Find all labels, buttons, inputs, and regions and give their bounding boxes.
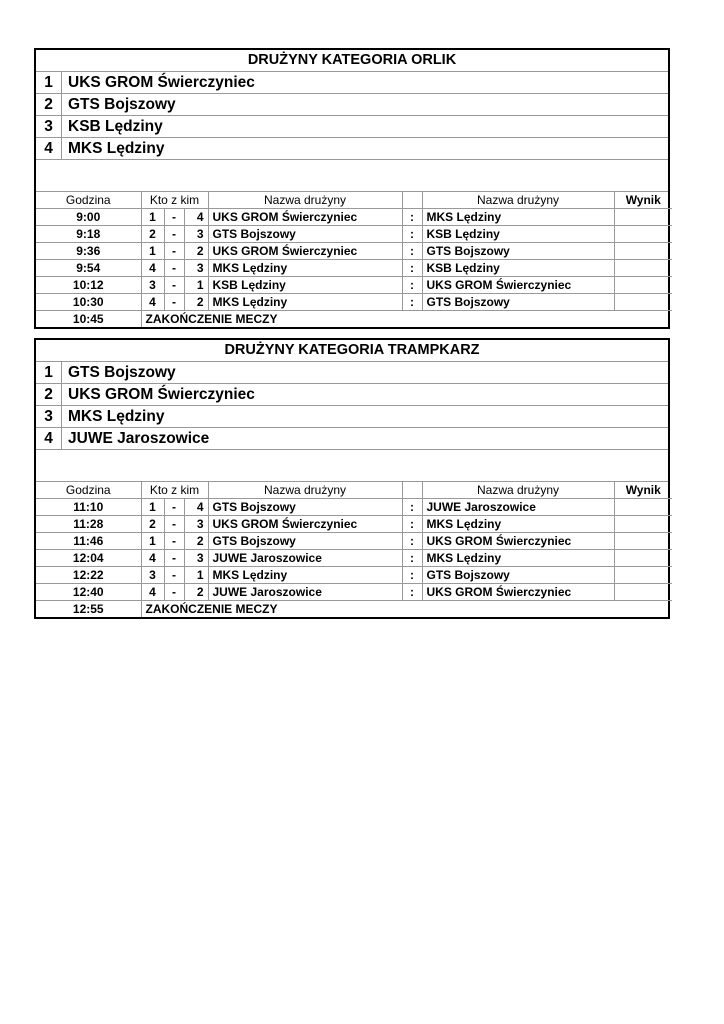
match-result [614, 499, 672, 516]
match-result [614, 226, 672, 243]
table-row [36, 226, 672, 243]
match-team-a: 1 [141, 243, 164, 260]
match-dash: - [164, 260, 184, 277]
match-team2-name: MKS Lędziny [422, 209, 614, 226]
match-team-b: 3 [184, 516, 208, 533]
team-number: 2 [36, 94, 62, 115]
team-list-item [36, 406, 668, 428]
team-number: 2 [36, 384, 62, 405]
header-team1: Nazwa drużyny [208, 192, 402, 209]
header-team2: Nazwa drużyny [422, 482, 614, 499]
match-time: 12:40 [36, 584, 141, 601]
match-team-a: 2 [141, 516, 164, 533]
match-separator: : [402, 516, 422, 533]
match-dash: - [164, 294, 184, 311]
match-dash: - [164, 516, 184, 533]
match-result [614, 243, 672, 260]
match-team2-name: UKS GROM Świerczyniec [422, 277, 614, 294]
match-time: 11:10 [36, 499, 141, 516]
match-team2-name: GTS Bojszowy [422, 294, 614, 311]
match-time: 12:04 [36, 550, 141, 567]
match-team-a: 4 [141, 584, 164, 601]
end-text: ZAKOŃCZENIE MECZY [141, 601, 672, 618]
table-row [36, 243, 672, 260]
match-team-a: 4 [141, 550, 164, 567]
match-team1-name: JUWE Jaroszowice [208, 584, 402, 601]
match-team2-name: GTS Bojszowy [422, 243, 614, 260]
table-row [36, 584, 672, 601]
match-team-b: 4 [184, 499, 208, 516]
match-result [614, 516, 672, 533]
match-team1-name: MKS Lędziny [208, 260, 402, 277]
match-team2-name: MKS Lędziny [422, 516, 614, 533]
match-team2-name: MKS Lędziny [422, 550, 614, 567]
team-number: 3 [36, 406, 62, 427]
end-text: ZAKOŃCZENIE MECZY [141, 311, 672, 328]
match-separator: : [402, 294, 422, 311]
table-row [36, 550, 672, 567]
match-separator: : [402, 550, 422, 567]
match-separator: : [402, 499, 422, 516]
match-dash: - [164, 584, 184, 601]
match-team-b: 2 [184, 584, 208, 601]
match-team2-name: KSB Lędziny [422, 260, 614, 277]
match-time: 9:36 [36, 243, 141, 260]
header-result: Wynik [614, 482, 672, 499]
table-row [36, 260, 672, 277]
table-row [36, 516, 672, 533]
team-number: 4 [36, 138, 62, 159]
match-result [614, 567, 672, 584]
header-who: Kto z kim [141, 482, 208, 499]
match-time: 9:18 [36, 226, 141, 243]
match-separator: : [402, 209, 422, 226]
end-time: 12:55 [36, 601, 141, 618]
match-time: 11:28 [36, 516, 141, 533]
match-result [614, 260, 672, 277]
match-team-a: 4 [141, 294, 164, 311]
team-name: UKS GROM Świerczyniec [68, 74, 255, 91]
table-row [36, 533, 672, 550]
match-team1-name: GTS Bojszowy [208, 226, 402, 243]
match-separator: : [402, 277, 422, 294]
header-team1: Nazwa drużyny [208, 482, 402, 499]
match-dash: - [164, 499, 184, 516]
match-team-b: 3 [184, 226, 208, 243]
spacer-row [36, 450, 668, 482]
match-team-a: 1 [141, 209, 164, 226]
section-title: DRUŻYNY KATEGORIA ORLIK [36, 50, 668, 72]
match-separator: : [402, 567, 422, 584]
table-row [36, 499, 672, 516]
match-separator: : [402, 243, 422, 260]
match-team1-name: GTS Bojszowy [208, 533, 402, 550]
match-team-b: 2 [184, 533, 208, 550]
match-schedule-table [36, 192, 672, 327]
header-result: Wynik [614, 192, 672, 209]
match-team-a: 1 [141, 533, 164, 550]
end-row [36, 601, 672, 618]
match-team-b: 1 [184, 567, 208, 584]
team-name: JUWE Jaroszowice [68, 430, 210, 447]
match-team-b: 2 [184, 243, 208, 260]
team-name: MKS Lędziny [68, 408, 165, 425]
team-number: 3 [36, 116, 62, 137]
match-time: 11:46 [36, 533, 141, 550]
table-row [36, 277, 672, 294]
match-team-b: 4 [184, 209, 208, 226]
match-team-a: 2 [141, 226, 164, 243]
match-result [614, 294, 672, 311]
section-title: DRUŻYNY KATEGORIA TRAMPKARZ [36, 340, 668, 362]
match-team2-name: JUWE Jaroszowice [422, 499, 614, 516]
match-team1-name: GTS Bojszowy [208, 499, 402, 516]
match-result [614, 533, 672, 550]
match-dash: - [164, 567, 184, 584]
spacer-row [36, 160, 668, 192]
team-name: UKS GROM Świerczyniec [68, 386, 255, 403]
header-team2: Nazwa drużyny [422, 192, 614, 209]
table-header-row [36, 482, 672, 499]
match-team-b: 1 [184, 277, 208, 294]
team-list-item [36, 384, 668, 406]
match-team-a: 4 [141, 260, 164, 277]
match-dash: - [164, 277, 184, 294]
team-name: GTS Bojszowy [68, 364, 176, 381]
match-team1-name: MKS Lędziny [208, 294, 402, 311]
header-who: Kto z kim [141, 192, 208, 209]
team-name: GTS Bojszowy [68, 96, 176, 113]
header-sep [402, 482, 422, 499]
team-list-item [36, 116, 668, 138]
match-separator: : [402, 260, 422, 277]
team-name: MKS Lędziny [68, 140, 165, 157]
match-separator: : [402, 584, 422, 601]
match-time: 12:22 [36, 567, 141, 584]
match-team1-name: UKS GROM Świerczyniec [208, 516, 402, 533]
match-dash: - [164, 226, 184, 243]
match-team2-name: KSB Lędziny [422, 226, 614, 243]
match-team2-name: GTS Bojszowy [422, 567, 614, 584]
team-list-item [36, 362, 668, 384]
team-number: 1 [36, 362, 62, 383]
match-team1-name: JUWE Jaroszowice [208, 550, 402, 567]
match-team-a: 3 [141, 567, 164, 584]
match-team1-name: KSB Lędziny [208, 277, 402, 294]
match-dash: - [164, 243, 184, 260]
match-result [614, 209, 672, 226]
match-dash: - [164, 550, 184, 567]
table-row [36, 294, 672, 311]
team-number: 1 [36, 72, 62, 93]
header-time: Godzina [36, 192, 141, 209]
match-separator: : [402, 226, 422, 243]
match-team-a: 3 [141, 277, 164, 294]
end-row [36, 311, 672, 328]
table-header-row [36, 192, 672, 209]
match-team-b: 2 [184, 294, 208, 311]
team-name: KSB Lędziny [68, 118, 163, 135]
match-team2-name: UKS GROM Świerczyniec [422, 533, 614, 550]
table-row [36, 209, 672, 226]
team-list-item [36, 72, 668, 94]
match-team-b: 3 [184, 550, 208, 567]
match-schedule-table [36, 482, 672, 617]
match-separator: : [402, 533, 422, 550]
end-time: 10:45 [36, 311, 141, 328]
match-result [614, 584, 672, 601]
match-dash: - [164, 533, 184, 550]
match-result [614, 550, 672, 567]
match-time: 10:12 [36, 277, 141, 294]
match-team1-name: UKS GROM Świerczyniec [208, 243, 402, 260]
header-sep [402, 192, 422, 209]
match-time: 9:54 [36, 260, 141, 277]
match-time: 9:00 [36, 209, 141, 226]
match-time: 10:30 [36, 294, 141, 311]
header-time: Godzina [36, 482, 141, 499]
orlik-schedule-sheet [34, 48, 670, 329]
match-team-b: 3 [184, 260, 208, 277]
team-list-item [36, 94, 668, 116]
match-result [614, 277, 672, 294]
match-team1-name: UKS GROM Świerczyniec [208, 209, 402, 226]
team-list-item [36, 428, 668, 450]
team-list-item [36, 138, 668, 160]
match-team1-name: MKS Lędziny [208, 567, 402, 584]
team-number: 4 [36, 428, 62, 449]
match-team2-name: UKS GROM Świerczyniec [422, 584, 614, 601]
table-row [36, 567, 672, 584]
match-dash: - [164, 209, 184, 226]
trampkarz-schedule-sheet [34, 338, 670, 619]
match-team-a: 1 [141, 499, 164, 516]
